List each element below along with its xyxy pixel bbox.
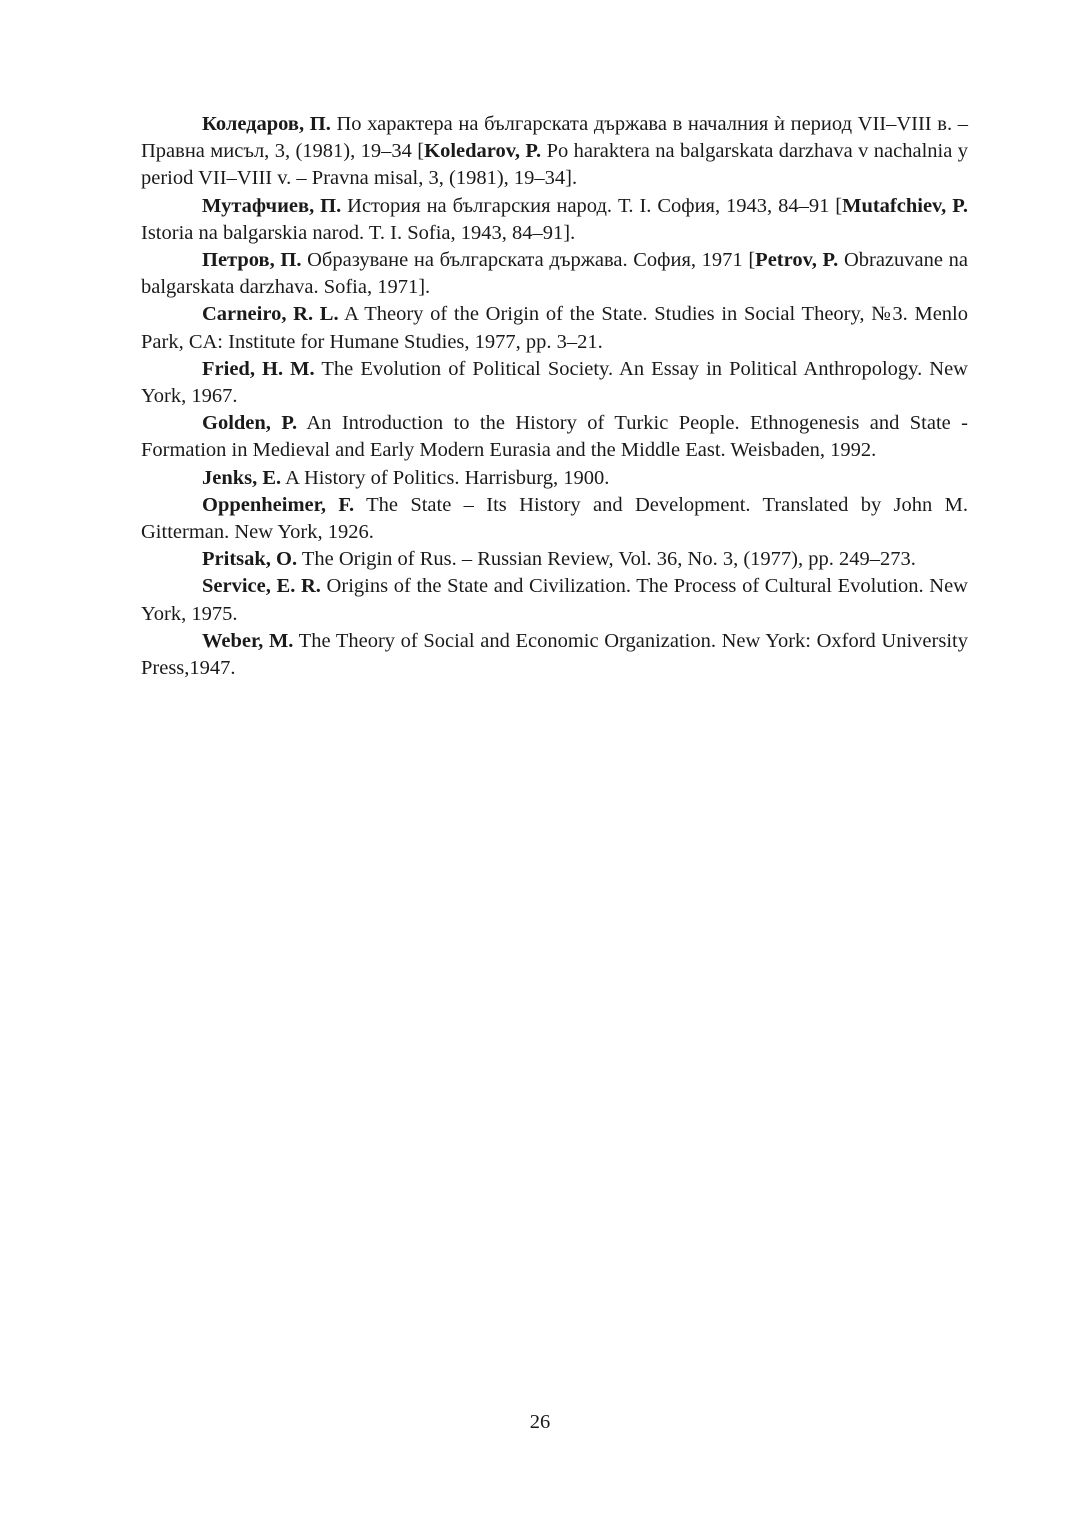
reference-entry (141, 573, 968, 627)
reference-author: Jenks, E. (202, 466, 282, 489)
reference-list (141, 111, 968, 682)
reference-text: По характера на българската държава в началния ѝ период VII–VIII в. – Правна мисъл, 3, (1981), 19–34 [ (141, 113, 968, 163)
reference-entry (141, 465, 968, 492)
reference-text: The Origin of Rus. – Russian Review, Vol. 36, No. 3, (1977), pp. 249–273. (297, 548, 916, 571)
reference-entry (141, 356, 968, 410)
reference-text: Origins of the State and Civilization. The Process of Cultural Evolution. New York, 1975. (141, 575, 968, 625)
reference-author: Golden, P. (202, 412, 298, 435)
reference-entry (141, 247, 968, 301)
reference-text: Образуване на българската държава. София, 1971 [ (301, 249, 756, 272)
reference-text: The Theory of Social and Economic Organization. New York: Oxford University Press,1947. (141, 629, 968, 680)
reference-entry (141, 193, 968, 247)
reference-entry (141, 410, 968, 464)
reference-text: The Evolution of Political Society. An Essay in Political Anthropology. New York, 1967. (141, 357, 968, 408)
reference-text: A Theory of the Origin of the State. Studies in Social Theory, №3. Menlo Park, CA: Institute for Humane Studies, 1977, pp. 3–21. (141, 303, 968, 353)
reference-text: Po haraktera na balgarskata darzhava v nachalnia y period VII–VIII v. – Pravna misal, 3, (1981), 19–34]. (141, 140, 968, 190)
reference-author: Service, E. R. (202, 575, 321, 598)
reference-entry (141, 628, 968, 682)
reference-text: An Introduction to the History of Turkic People. Ethnogenesis and State - Formation in Medieval and Early Modern Eurasia and the Middle East. Weisbaden, 1992. (141, 412, 968, 462)
reference-entry (141, 492, 968, 546)
reference-author: Pritsak, O. (202, 548, 298, 571)
reference-author: Petrov, P. (755, 249, 839, 272)
reference-entry (141, 111, 968, 193)
reference-entry (141, 546, 968, 573)
reference-author: Mutafchiev, P. (842, 194, 968, 217)
reference-author: Fried, H. M. (202, 357, 315, 380)
reference-author: Мутафчиев, П. (202, 194, 342, 217)
reference-text: Obrazuvane na balgarskata darzhava. Sofia, 1971]. (141, 249, 968, 299)
reference-entry (141, 301, 968, 355)
reference-author: Oppenheimer, F. (202, 493, 355, 516)
reference-text: История на българския народ. Т. I. София, 1943, 84–91 [ (341, 194, 843, 217)
reference-author: Коледаров, П. (202, 113, 331, 135)
reference-text: The State – Its History and Development. Translated by John M. Gitterman. New York, 1926. (141, 493, 968, 544)
reference-author: Carneiro, R. L. (202, 303, 339, 326)
reference-text: A History of Politics. Harrisburg, 1900. (281, 466, 610, 489)
page-number: 26 (529, 1411, 551, 1433)
reference-text: Istoria na balgarskia narod. T. I. Sofia, 1943, 84–91]. (141, 221, 576, 244)
reference-author: Weber, M. (202, 629, 294, 652)
reference-author: Петров, П. (202, 249, 302, 272)
reference-author: Koledarov, P. (424, 140, 542, 163)
